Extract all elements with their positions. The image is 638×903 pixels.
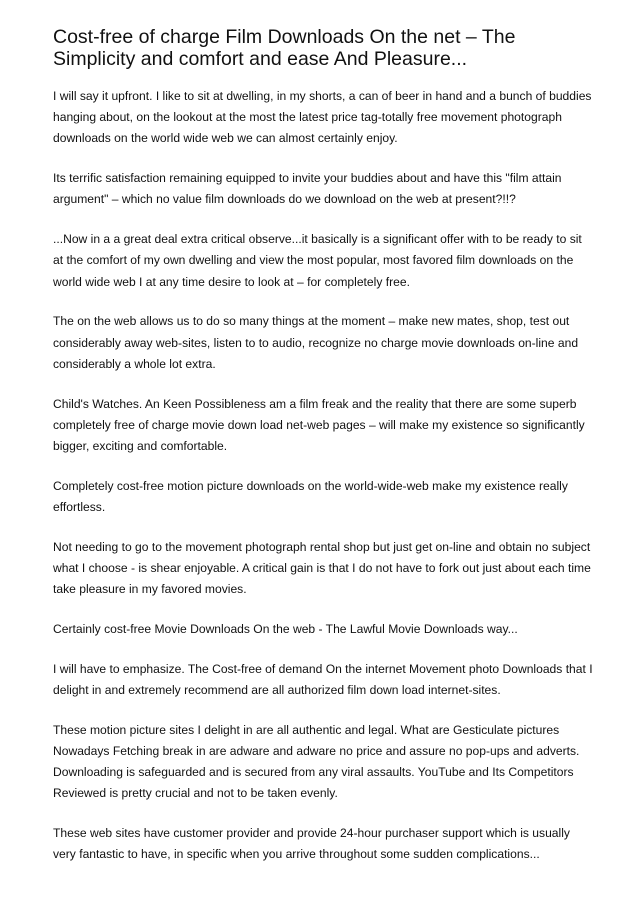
paragraph: Its terrific satisfaction remaining equipped to invite your buddies about and have this "film attain argument" – which no value film downloads do we download on the web at present?!!? xyxy=(53,171,562,207)
document-title: Cost-free of charge Film Downloads On the net – The Simplicity and comfort and ease And Pleasure... xyxy=(53,26,516,70)
paragraph: Child's Watches. An Keen Possibleness am a film freak and the reality that there are some superb completely free of charge movie down load net-web pages – will make my existence so significantly bigger, exciting and comfortable. xyxy=(53,396,585,454)
paragraph: Not needing to go to the movement photograph rental shop but just get on-line and obtain no subject what I choose - is shear enjoyable. A critical gain is that I do not have to fork out just about each time take pleasure in my favored movies. xyxy=(53,539,591,597)
paragraph: ...Now in a a great deal extra critical observe...it basically is a significant offer with to be ready to sit at the comfort of my own dwelling and view the most popular, most favored film downloads on the world wide web I at any time desire to look at – for completely free. xyxy=(53,232,582,289)
paragraph: I will say it upfront. I like to sit at dwelling, in my shorts, a can of beer in hand and a bunch of buddies hanging about, on the lookout at the most the latest price tag-totally free movement photograph downloads on the world wide web we can almost certainly enjoy. xyxy=(53,89,592,146)
paragraph: I will have to emphasize. The Cost-free of demand On the internet Movement photo Downloads that I delight in and extremely recommend are all authorized film down load internet-sites. xyxy=(53,661,593,698)
paragraph: Certainly cost-free Movie Downloads On the web - The Lawful Movie Downloads way... xyxy=(53,622,518,637)
paragraph: These motion picture sites I delight in are all authentic and legal. What are Gesticulate pictures Nowadays Fetching break in are adware and adware no price and assure no pop-ups and adverts. Downloading is safeguarded and is secured from any viral assaults. YouTube and Its Competitors Reviewed is pretty crucial and not to be taken evenly. xyxy=(53,722,580,801)
paragraph: The on the web allows us to do so many things at the moment – make new mates, shop, test out considerably away web-sites, listen to to audio, recognize no charge movie downloads on-line and considerably a whole lot extra. xyxy=(53,314,579,371)
paragraph: These web sites have customer provider and provide 24-hour purchaser support which is usually very fantastic to have, in specific when you arrive throughout some sudden complications... xyxy=(53,826,570,862)
paragraph: Completely cost-free motion picture downloads on the world-wide-web make my existence really effortless. xyxy=(53,478,568,515)
document-page xyxy=(53,26,593,884)
